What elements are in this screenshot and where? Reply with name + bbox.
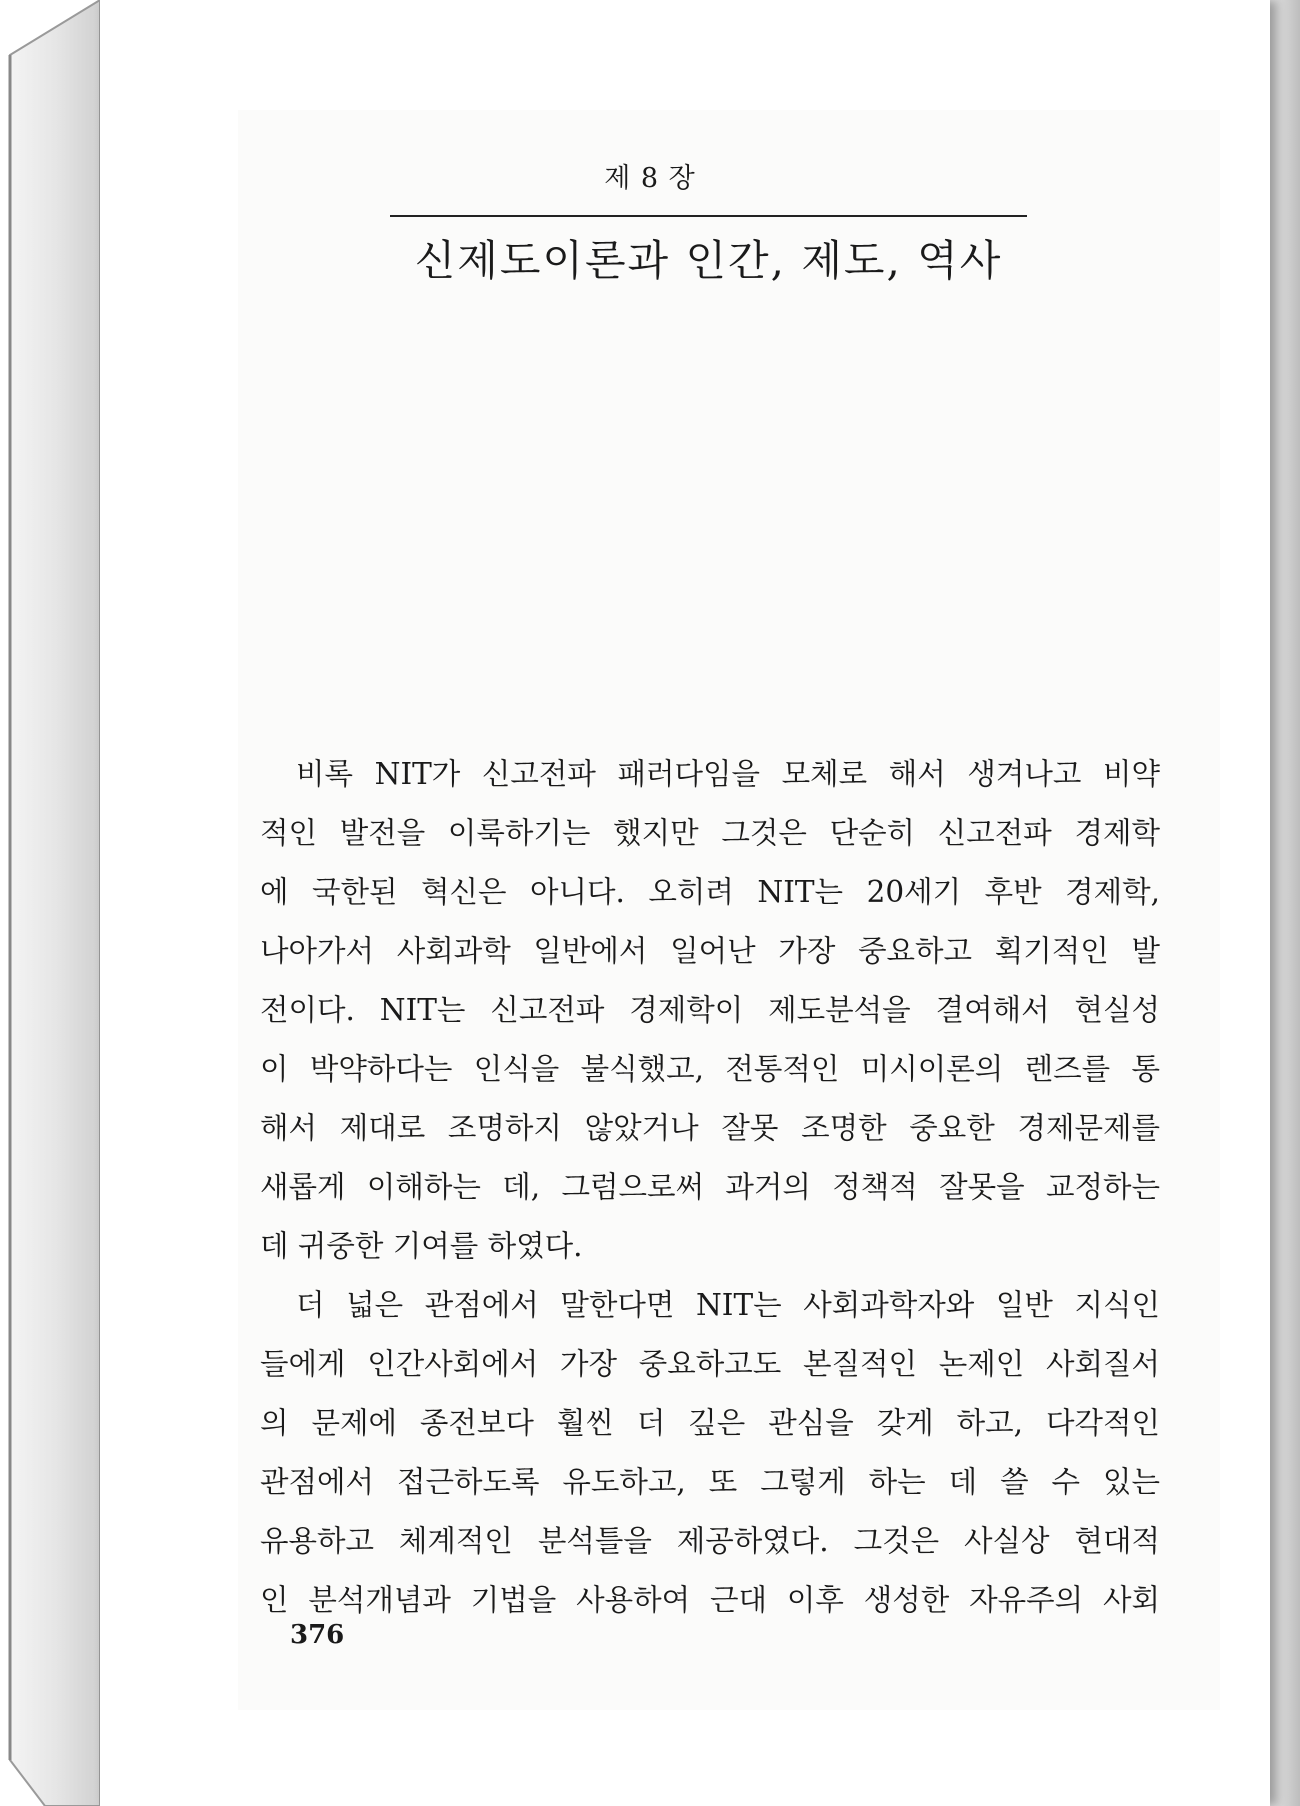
text-line: 이 박약하다는 인식을 불식했고, 전통적인 미시이론의 렌즈를 통 xyxy=(260,1052,1160,1086)
text-line: 에 국한된 혁신은 아니다. 오히려 NIT는 20세기 후반 경제학, xyxy=(260,875,1160,909)
text-line: 더 넓은 관점에서 말한다면 NIT는 사회과학자와 일반 지식인 xyxy=(296,1288,1160,1322)
text-line: 의 문제에 종전보다 훨씬 더 깊은 관심을 갖게 하고, 다각적인 xyxy=(260,1406,1160,1440)
text-line: 나아가서 사회과학 일반에서 일어난 가장 중요하고 획기적인 발 xyxy=(260,934,1160,968)
text-line: 유용하고 체계적인 분석틀을 제공하였다. 그것은 사실상 현대적 xyxy=(260,1524,1160,1558)
paragraph-2 xyxy=(260,1276,1160,1630)
paragraph-1 xyxy=(260,745,1160,1276)
text-line: 전이다. NIT는 신고전파 경제학이 제도분석을 결여해서 현실성 xyxy=(260,993,1160,1027)
text-line: 비록 NIT가 신고전파 패러다임을 모체로 해서 생겨나고 비약 xyxy=(296,757,1160,791)
page-number: 376 xyxy=(290,1620,345,1650)
chapter-number: 제 8 장 xyxy=(604,163,696,194)
text-line: 적인 발전을 이룩하기는 했지만 그것은 단순히 신고전파 경제학 xyxy=(260,816,1160,850)
text-line: 데 귀중한 기여를 하였다. xyxy=(260,1229,583,1263)
chapter-title: 신제도이론과 인간, 제도, 역사 xyxy=(414,236,1003,285)
text-line: 들에게 인간사회에서 가장 중요하고도 본질적인 논제인 사회질서 xyxy=(260,1347,1160,1381)
text-line: 해서 제대로 조명하지 않았거나 잘못 조명한 중요한 경제문제를 xyxy=(260,1111,1160,1145)
body-text xyxy=(260,745,1160,1630)
text-line: 관점에서 접근하도록 유도하고, 또 그렇게 하는 데 쓸 수 있는 xyxy=(260,1465,1160,1499)
chapter-divider xyxy=(390,215,1027,217)
text-line: 인 분석개념과 기법을 사용하여 근대 이후 생성한 자유주의 사회 xyxy=(260,1583,1160,1617)
text-line: 새롭게 이해하는 데, 그럼으로써 과거의 정책적 잘못을 교정하는 xyxy=(260,1170,1160,1204)
